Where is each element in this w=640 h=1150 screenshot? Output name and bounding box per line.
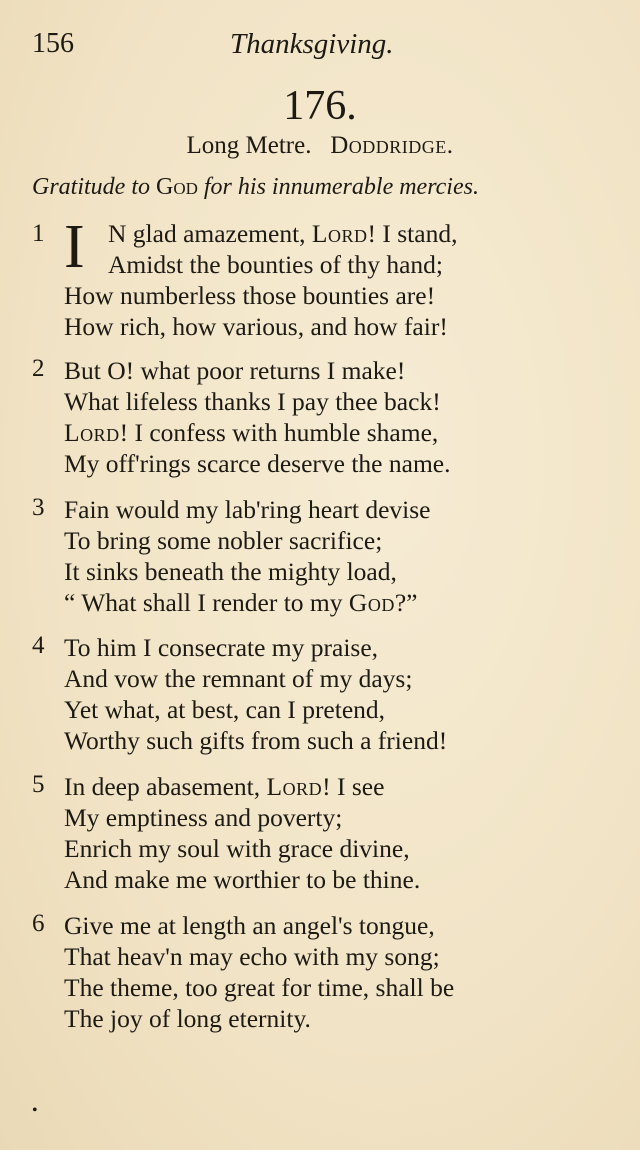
- meter-label: Long Metre.: [186, 132, 312, 159]
- verse-number: 4: [32, 632, 45, 659]
- verse-line: [64, 833, 410, 864]
- page-header: [32, 28, 620, 64]
- subtitle-part-2: for his innumerable mercies.: [197, 174, 479, 200]
- verse-number: 1: [32, 220, 45, 247]
- line-text: The joy of long eternity.: [64, 1004, 311, 1033]
- line-text: To him I consecrate my praise,: [64, 633, 379, 662]
- verse-line: [64, 525, 382, 556]
- line-text: Enrich my soul with grace divine,: [64, 834, 410, 863]
- verse-line: [64, 494, 430, 525]
- line-text: But O! what poor returns I make!: [64, 356, 406, 385]
- verse-line: [64, 417, 438, 448]
- verse-line: [64, 1003, 311, 1034]
- line-text: And make me worthier to be thine.: [64, 865, 421, 894]
- line-small-caps: Lord: [311, 219, 368, 248]
- verse-line: [64, 311, 448, 342]
- verse-line: [64, 941, 440, 972]
- line-text: How rich, how various, and how fair!: [64, 312, 448, 341]
- hymn-number: 176.: [283, 83, 357, 129]
- line-text: Worthy such gifts from such a friend!: [64, 726, 448, 755]
- line-text-end: ! I confess with humble shame,: [119, 418, 439, 447]
- hymn-meter-line: [0, 132, 640, 160]
- verse-line: [64, 663, 412, 694]
- page-number: 156: [32, 28, 74, 59]
- verse-line: [64, 694, 385, 725]
- verse-line: [64, 355, 405, 386]
- verse-number: 6: [32, 910, 45, 937]
- verse-number: 5: [32, 771, 45, 798]
- line-text: My emptiness and poverty;: [64, 803, 343, 832]
- running-head: Thanksgiving.: [230, 28, 394, 60]
- line-text: In deep abasement,: [64, 772, 267, 801]
- footer-ornament: •: [32, 1102, 38, 1119]
- verse-line: [64, 556, 397, 587]
- verse-line: [64, 386, 441, 417]
- line-text: What lifeless thanks I pay thee back!: [64, 387, 441, 416]
- line-text-end: ! I stand,: [367, 219, 458, 248]
- line-text: That heav'n may echo with my song;: [64, 942, 440, 971]
- verse-line: [108, 218, 457, 249]
- verse-number: 2: [32, 355, 45, 382]
- verse-line: [64, 725, 447, 756]
- line-small-caps: Lord: [64, 418, 120, 447]
- verse-line: [64, 910, 435, 941]
- line-text: Amidst the bounties of thy hand;: [108, 250, 444, 279]
- verse-line: [64, 280, 435, 311]
- drop-cap: I: [64, 213, 85, 281]
- hymn-subtitle: [32, 174, 622, 201]
- subtitle-part-1: Gratitude to: [32, 174, 156, 200]
- line-text: Fain would my lab'ring heart devise: [64, 495, 431, 524]
- line-text: N glad amazement,: [108, 219, 312, 248]
- line-text: To bring some nobler sacrifice;: [64, 526, 383, 555]
- line-small-caps: God: [348, 588, 395, 617]
- line-text: The theme, too great for time, shall be: [64, 973, 455, 1002]
- line-text: Give me at length an angel's tongue,: [64, 911, 435, 940]
- line-text: It sinks beneath the mighty load,: [64, 557, 397, 586]
- line-text: My off'rings scarce deserve the name.: [64, 449, 451, 478]
- verse-line: [64, 587, 417, 618]
- verse-number: 3: [32, 494, 45, 521]
- line-text: “ What shall I render to my: [64, 588, 349, 617]
- verse-line: [64, 864, 420, 895]
- verse-line: [108, 249, 443, 280]
- line-text: And vow the remnant of my days;: [64, 664, 413, 693]
- line-small-caps: Lord: [266, 772, 323, 801]
- verse-line: [64, 771, 384, 802]
- subtitle-god: God: [156, 174, 198, 200]
- verse-line: [64, 632, 378, 663]
- line-text: Yet what, at best, can I pretend,: [64, 695, 386, 724]
- hymn-author: Doddridge.: [330, 132, 454, 159]
- line-text: How numberless those bounties are!: [64, 281, 436, 310]
- verse-line: [64, 802, 342, 833]
- line-text-end: ?”: [394, 588, 418, 617]
- verse-line: [64, 972, 454, 1003]
- verse-line: [64, 448, 450, 479]
- line-text-end: ! I see: [322, 772, 385, 801]
